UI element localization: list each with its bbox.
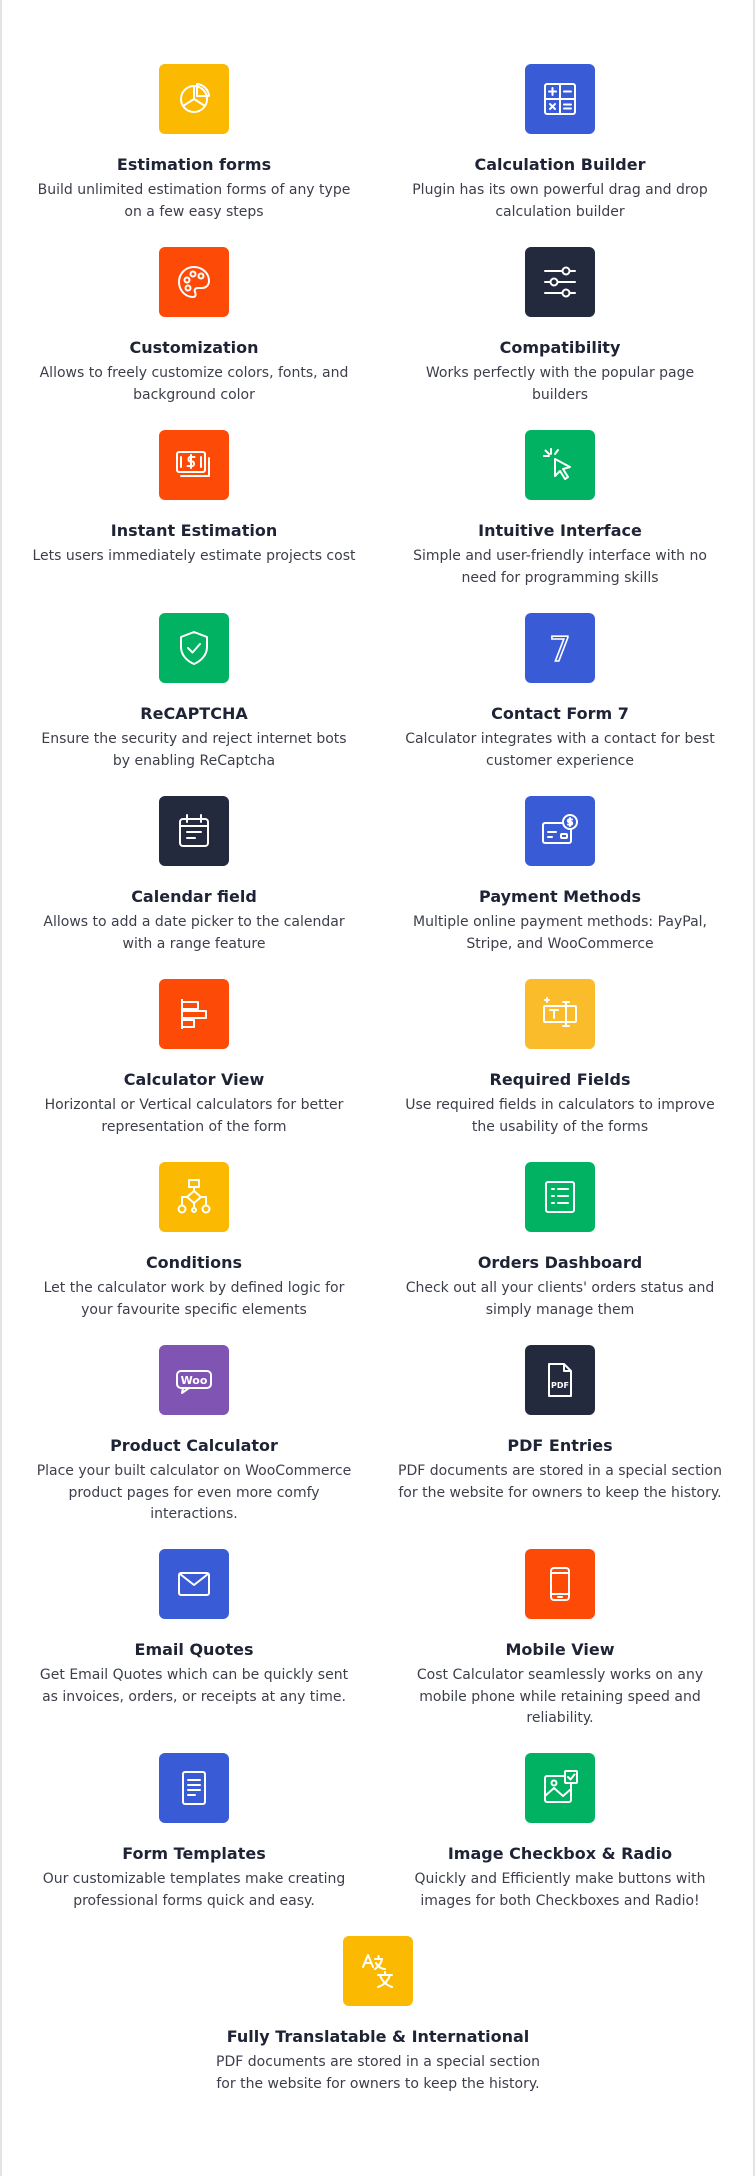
feature-product-calculator bbox=[28, 1345, 360, 1549]
feature-fully-translatable bbox=[211, 1936, 545, 2095]
feature-description: Horizontal or Vertical calculators for better representation of the form bbox=[44, 1097, 344, 1135]
feature-description: PDF documents are stored in a special section for the website for owners to keep the history. bbox=[216, 2054, 540, 2092]
feature-title: Calculation Builder bbox=[474, 155, 646, 174]
feature-description: Allows to add a date picker to the calendar with a range feature bbox=[43, 914, 345, 952]
feature-description: Allows to freely customize colors, fonts, and background color bbox=[39, 365, 349, 403]
feature-description: Cost Calculator seamlessly works on any mobile phone while retaining speed and reliability. bbox=[416, 1667, 704, 1726]
feature-title: Conditions bbox=[145, 1253, 243, 1272]
svg-text:Woo: Woo bbox=[180, 1374, 208, 1387]
feature-title: ReCAPTCHA bbox=[140, 704, 248, 723]
feature-mobile-view bbox=[394, 1549, 726, 1753]
feature-payment-methods bbox=[394, 796, 726, 979]
layout-bars-icon bbox=[159, 979, 229, 1049]
feature-description: Works perfectly with the popular page builders bbox=[425, 365, 695, 403]
feature-form-templates bbox=[28, 1753, 360, 1957]
feature-email-quotes bbox=[28, 1549, 360, 1753]
feature-description: Use required fields in calculators to improve the usability of the forms bbox=[405, 1097, 715, 1135]
feature-title: Required Fields bbox=[489, 1070, 631, 1089]
svg-text:7: 7 bbox=[549, 630, 571, 668]
document-icon bbox=[159, 1753, 229, 1823]
feature-description: PDF documents are stored in a special section for the website for owners to keep the history. bbox=[398, 1463, 722, 1501]
feature-description: Build unlimited estimation forms of any type on a few easy steps bbox=[37, 182, 351, 220]
feature-description: Simple and user-friendly interface with no need for programming skills bbox=[413, 548, 707, 586]
text-field-icon bbox=[525, 979, 595, 1049]
feature-description: Our customizable templates make creating professional forms quick and easy. bbox=[42, 1871, 346, 1909]
smartphone-icon bbox=[525, 1549, 595, 1619]
feature-description: Calculator integrates with a contact for best customer experience bbox=[405, 731, 715, 769]
feature-required-fields bbox=[394, 979, 726, 1162]
feature-title: Orders Dashboard bbox=[477, 1253, 643, 1272]
feature-compatibility bbox=[394, 247, 726, 430]
calendar-icon bbox=[159, 796, 229, 866]
feature-title: PDF Entries bbox=[507, 1436, 613, 1455]
feature-title: Calculator View bbox=[123, 1070, 265, 1089]
image-check-icon bbox=[525, 1753, 595, 1823]
shield-check-icon bbox=[159, 613, 229, 683]
feature-title: Estimation forms bbox=[116, 155, 272, 174]
envelope-icon bbox=[159, 1549, 229, 1619]
feature-calculator-view bbox=[28, 979, 360, 1162]
woocommerce-icon bbox=[159, 1345, 229, 1415]
feature-title: Product Calculator bbox=[110, 1436, 278, 1455]
feature-instant-estimation bbox=[28, 430, 360, 613]
feature-description: Let the calculator work by defined logic for your favourite specific elements bbox=[43, 1280, 345, 1318]
feature-title: Intuitive Interface bbox=[478, 521, 642, 540]
palette-icon bbox=[159, 247, 229, 317]
feature-title: Payment Methods bbox=[479, 887, 641, 906]
features-grid bbox=[28, 64, 726, 1957]
feature-estimation-forms bbox=[28, 64, 360, 247]
payment-card-icon bbox=[525, 796, 595, 866]
feature-title: Compatibility bbox=[499, 338, 621, 357]
feature-title: Contact Form 7 bbox=[491, 704, 629, 723]
cursor-click-icon bbox=[525, 430, 595, 500]
feature-title: Mobile View bbox=[505, 1640, 615, 1659]
translate-icon bbox=[343, 1936, 413, 2006]
feature-image-checkbox-radio bbox=[394, 1753, 726, 1957]
calculator-icon bbox=[525, 64, 595, 134]
feature-recaptcha bbox=[28, 613, 360, 796]
feature-customization bbox=[28, 247, 360, 430]
feature-description: Lets users immediately estimate projects cost bbox=[32, 548, 356, 564]
money-bill-icon bbox=[159, 430, 229, 500]
pie-chart-icon bbox=[159, 64, 229, 134]
feature-title: Calendar field bbox=[131, 887, 257, 906]
left-border bbox=[0, 0, 2, 2176]
feature-description: Plugin has its own powerful drag and drop calculation builder bbox=[412, 182, 708, 220]
feature-title: Email Quotes bbox=[134, 1640, 254, 1659]
flowchart-icon bbox=[159, 1162, 229, 1232]
feature-description: Quickly and Efficiently make buttons with images for both Checkboxes and Radio! bbox=[414, 1871, 706, 1909]
feature-contact-form-7 bbox=[394, 613, 726, 796]
feature-title: Customization bbox=[129, 338, 259, 357]
feature-title: Fully Translatable & International bbox=[226, 2027, 530, 2046]
feature-calendar-field bbox=[28, 796, 360, 979]
feature-title: Image Checkbox & Radio bbox=[447, 1844, 673, 1863]
feature-description: Place your built calculator on WooCommerce product pages for even more comfy interactions. bbox=[36, 1463, 352, 1522]
feature-description: Ensure the security and reject internet bots by enabling ReCaptcha bbox=[41, 731, 347, 769]
feature-description: Get Email Quotes which can be quickly sent as invoices, orders, or receipts at any time. bbox=[39, 1667, 349, 1705]
feature-description: Check out all your clients' orders status and simply manage them bbox=[405, 1280, 715, 1318]
feature-intuitive-interface bbox=[394, 430, 726, 613]
feature-calculation-builder bbox=[394, 64, 726, 247]
sliders-icon bbox=[525, 247, 595, 317]
pdf-file-icon bbox=[525, 1345, 595, 1415]
feature-conditions bbox=[28, 1162, 360, 1345]
feature-pdf-entries bbox=[394, 1345, 726, 1549]
feature-title: Form Templates bbox=[122, 1844, 266, 1863]
list-icon bbox=[525, 1162, 595, 1232]
feature-description: Multiple online payment methods: PayPal, Stripe, and WooCommerce bbox=[413, 914, 707, 952]
svg-text:PDF: PDF bbox=[551, 1381, 569, 1390]
feature-orders-dashboard bbox=[394, 1162, 726, 1345]
number-seven-icon bbox=[525, 613, 595, 683]
feature-title: Instant Estimation bbox=[110, 521, 278, 540]
